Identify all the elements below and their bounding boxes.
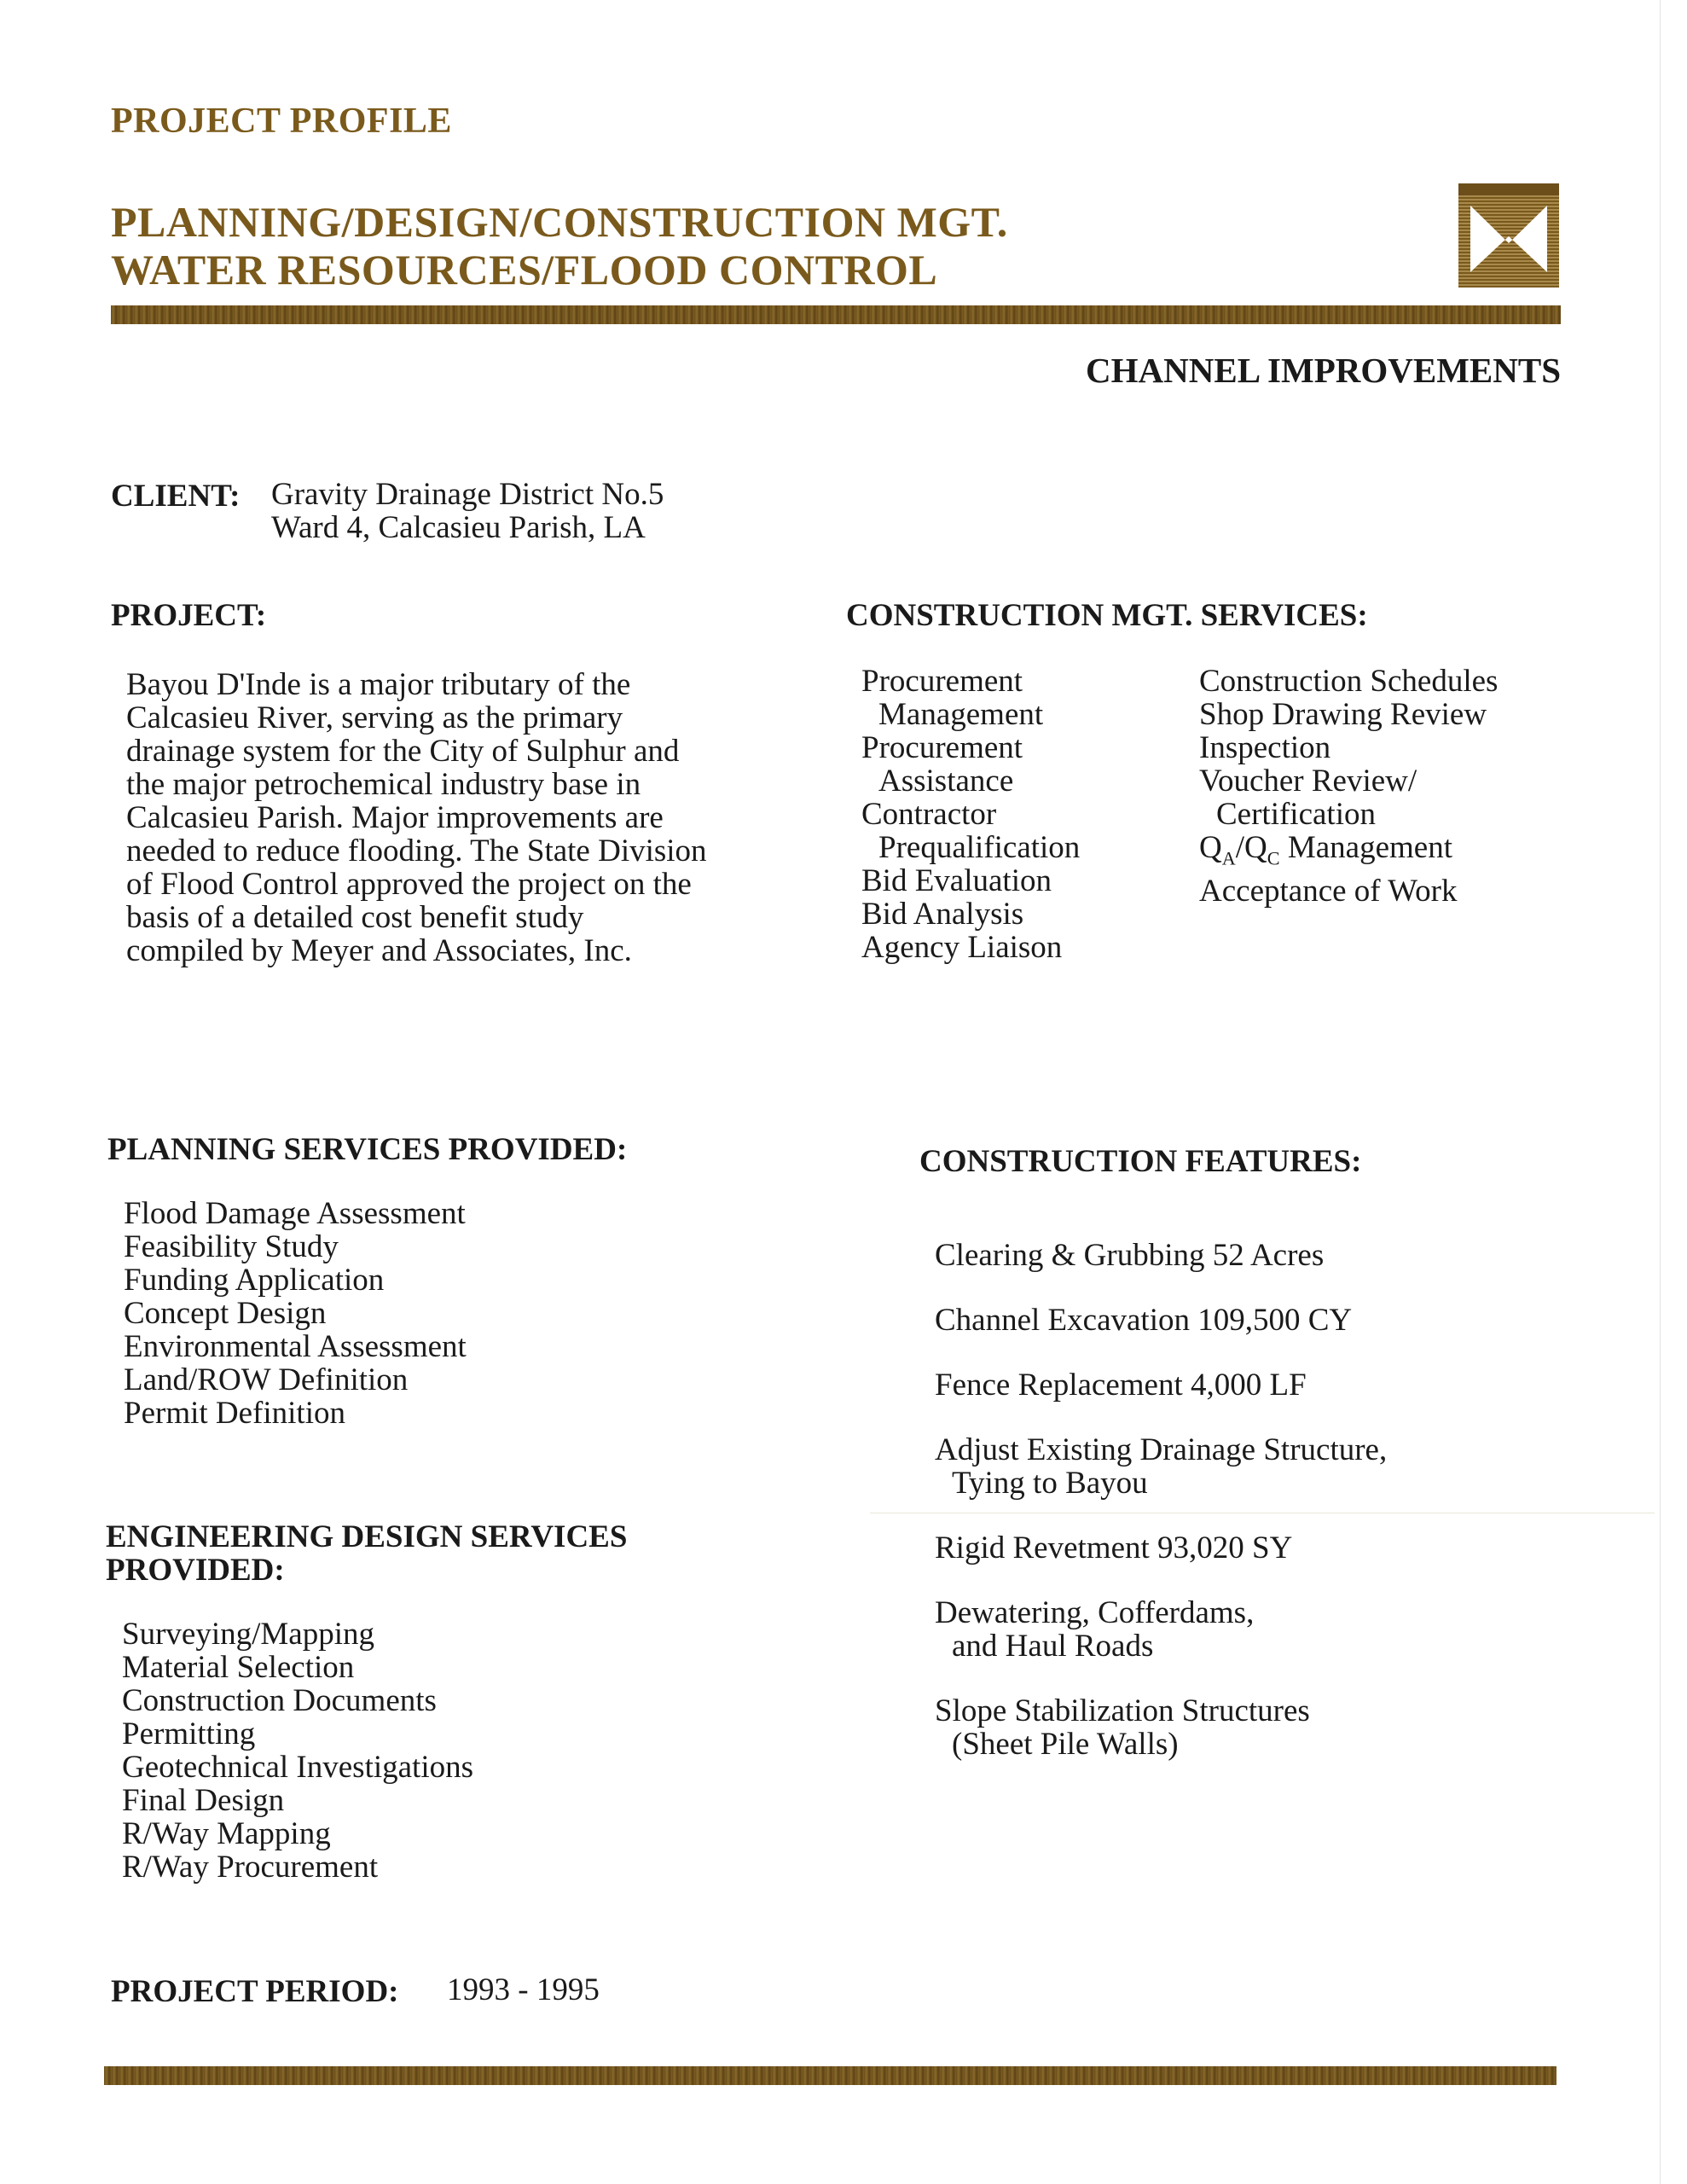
list-item: Contractor <box>861 797 997 832</box>
project-label: PROJECT: <box>111 598 267 633</box>
list-item: Construction Schedules <box>1199 664 1499 699</box>
list-item: Procurement <box>861 664 1023 699</box>
list-item: Prequalification <box>878 830 1081 865</box>
list-item: Clearing & Grubbing 52 Acres <box>935 1238 1325 1273</box>
list-item: Concept Design <box>124 1296 327 1331</box>
list-item: Shop Drawing Review <box>1199 697 1487 732</box>
list-item: Agency Liaison <box>861 930 1063 965</box>
engineering-list <box>122 1618 473 1884</box>
list-item: Management <box>878 697 1044 732</box>
project-period-value: 1993 - 1995 <box>447 1972 600 2007</box>
construction-mgt-list-col2 <box>1199 665 1498 908</box>
planning-label: PLANNING SERVICES PROVIDED: <box>107 1132 628 1167</box>
meyer-associates-logo-icon <box>1458 183 1559 288</box>
list-item: Procurement <box>861 730 1023 765</box>
project-line: Bayou D'Inde is a major tributary of the <box>126 667 631 702</box>
list-item: Rigid Revetment 93,020 SY <box>935 1531 1293 1565</box>
list-item: Funding Application <box>124 1263 385 1298</box>
client-line-2: Ward 4, Calcasieu Parish, LA <box>271 510 646 545</box>
list-item: Flood Damage Assessment <box>124 1196 466 1231</box>
project-line: Calcasieu Parish. Major improvements are <box>126 800 664 835</box>
project-line: compiled by Meyer and Associates, Inc. <box>126 933 632 968</box>
profile-label: PROJECT PROFILE <box>111 102 452 141</box>
list-item: Geotechnical Investigations <box>122 1750 474 1785</box>
list-item: R/Way Procurement <box>122 1850 379 1885</box>
page-title <box>111 198 1008 293</box>
list-item: Construction Documents <box>122 1683 437 1718</box>
list-item: Dewatering, Cofferdams, and Haul Roads <box>935 1595 1255 1664</box>
list-item: Final Design <box>122 1783 285 1818</box>
construction-features-label: CONSTRUCTION FEATURES: <box>919 1144 1362 1179</box>
list-item: Environmental Assessment <box>124 1329 467 1364</box>
list-item: Surveying/Mapping <box>122 1617 374 1652</box>
project-description <box>126 668 757 967</box>
list-item: Feasibility Study <box>124 1229 339 1264</box>
bottom-divider <box>104 2066 1557 2085</box>
page-edge <box>1660 0 1661 2184</box>
title-line-1: PLANNING/DESIGN/CONSTRUCTION MGT. <box>111 198 1008 246</box>
list-item: Channel Excavation 109,500 CY <box>935 1303 1353 1338</box>
project-line: needed to reduce flooding. The State Division <box>126 834 707 868</box>
list-item: Voucher Review/ <box>1199 764 1417 799</box>
list-item: Slope Stabilization Structures (Sheet Pile Walls) <box>935 1693 1310 1762</box>
list-item: Material Selection <box>122 1650 355 1685</box>
list-item: Acceptance of Work <box>1199 874 1458 909</box>
list-item-qa-qc: $Q_A/Q_C$ Management <box>1199 830 1452 869</box>
project-line: of Flood Control approved the project on the <box>126 867 692 902</box>
list-item: Inspection <box>1199 730 1331 765</box>
engineering-label: ENGINEERING DESIGN SERVICES PROVIDED: <box>106 1519 628 1588</box>
construction-mgt-label: CONSTRUCTION MGT. SERVICES: <box>846 598 1368 633</box>
list-item: Fence Replacement 4,000 LF <box>935 1368 1307 1403</box>
construction-mgt-list-col1 <box>861 665 1080 964</box>
top-divider <box>111 305 1561 324</box>
project-line: the major petrochemical industry base in <box>126 767 641 802</box>
list-item: Certification <box>1216 797 1376 832</box>
list-item: Bid Evaluation <box>861 863 1052 898</box>
title-line-2: WATER RESOURCES/FLOOD CONTROL <box>111 246 938 293</box>
list-item: Assistance <box>878 764 1014 799</box>
list-item: Permit Definition <box>124 1396 345 1431</box>
project-period-label: PROJECT PERIOD: <box>111 1974 399 2009</box>
client-line-1: Gravity Drainage District No.5 <box>271 477 664 512</box>
list-item: Bid Analysis <box>861 897 1024 932</box>
project-line: Calcasieu River, serving as the primary <box>126 700 623 735</box>
planning-list <box>124 1197 467 1430</box>
client-value <box>271 478 664 544</box>
list-item: Land/ROW Definition <box>124 1362 409 1397</box>
list-item: Adjust Existing Drainage Structure, Tying to Bayou <box>935 1432 1388 1501</box>
client-label: CLIENT: <box>111 479 241 514</box>
section-title: CHANNEL IMPROVEMENTS <box>1086 351 1561 390</box>
construction-features-list <box>935 1239 1387 1792</box>
list-item: R/Way Mapping <box>122 1816 331 1851</box>
project-line: drainage system for the City of Sulphur and <box>126 734 680 769</box>
project-line: basis of a detailed cost benefit study <box>126 900 584 935</box>
list-item: Permitting <box>122 1716 256 1751</box>
